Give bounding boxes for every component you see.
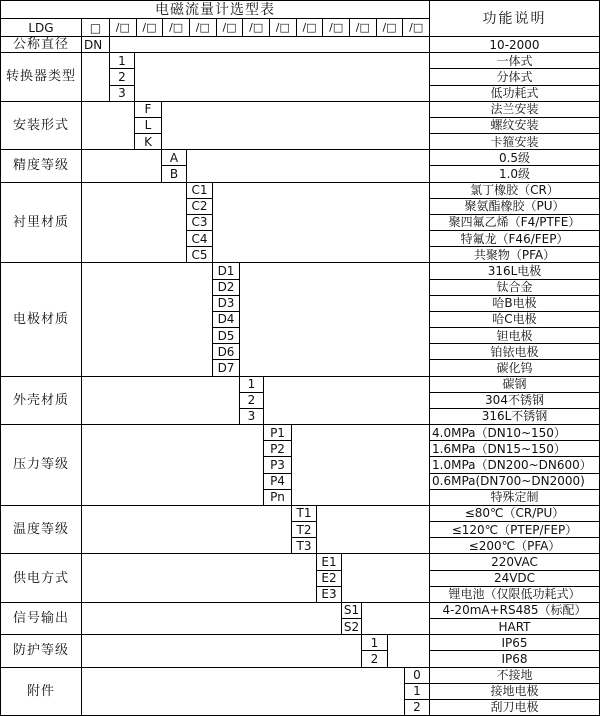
code-cell: P2: [264, 441, 291, 456]
spacer-cell: [82, 635, 361, 666]
code-cell: 3: [240, 409, 263, 424]
code-cell: T2: [292, 522, 316, 537]
model-slot: /□: [243, 19, 270, 36]
function-cell: 哈C电极: [430, 312, 599, 327]
function-cell: 0.5级: [430, 150, 599, 165]
section-label-pressure-rating: 压力等级: [1, 425, 81, 505]
model-slot: /□: [190, 19, 217, 36]
spacer-cell: [213, 183, 429, 263]
spacer-cell: [82, 102, 134, 150]
function-cell: 共聚物（PFA）: [430, 247, 599, 262]
function-cell: 低功耗式: [430, 86, 599, 101]
function-cell: 1.0级: [430, 166, 599, 181]
code-cell: B: [162, 166, 186, 181]
spacer-cell: [82, 150, 161, 181]
code-cell: 0: [405, 668, 429, 683]
model-slot: /□: [163, 19, 190, 36]
code-cell: E3: [317, 587, 341, 602]
function-cell: 4.0MPa（DN10~150）: [430, 425, 599, 440]
section-label-electrode-material: 电极材质: [1, 263, 81, 375]
code-cell: A: [162, 150, 186, 165]
spacer-cell: [82, 425, 263, 505]
function-cell: 316L不锈钢: [430, 409, 599, 424]
spacer-cell: [362, 603, 429, 634]
code-cell: 2: [110, 69, 134, 84]
code-cell: D6: [213, 344, 239, 359]
code-cell: P3: [264, 457, 291, 472]
function-cell: 不接地: [430, 668, 599, 683]
function-cell: 卡箍安装: [430, 134, 599, 149]
code-cell: P1: [264, 425, 291, 440]
function-cell: 钛合金: [430, 280, 599, 295]
section-label-converter-type: 转换器类型: [1, 53, 81, 101]
function-cell: 10-2000: [430, 37, 599, 52]
section-label-power-supply: 供电方式: [1, 554, 81, 602]
function-cell: 螺纹安装: [430, 118, 599, 133]
spacer-cell: [135, 53, 429, 101]
function-cell: 316L电极: [430, 263, 599, 278]
spacer-cell: [342, 554, 429, 602]
model-slot: /□: [409, 21, 424, 34]
code-cell: 1: [405, 684, 429, 699]
function-cell: 一体式: [430, 53, 599, 68]
code-cell: L: [135, 118, 161, 133]
function-cell: 1.6MPa（DN15~150）: [430, 441, 599, 456]
function-cell: 钽电极: [430, 328, 599, 343]
spacer-cell: [82, 183, 186, 263]
code-cell: 1: [362, 635, 387, 650]
spacer-cell: [292, 425, 429, 505]
model-prefix: LDG: [1, 19, 81, 36]
spacer-cell: [82, 603, 341, 634]
code-cell: D3: [213, 296, 239, 311]
function-cell: 氯丁橡胶（CR）: [430, 183, 599, 198]
code-cell: K: [135, 134, 161, 149]
spacer-cell: [264, 377, 429, 425]
section-label-accuracy: 精度等级: [1, 150, 81, 181]
code-cell: 3: [110, 86, 134, 101]
spacer-cell: [187, 150, 429, 181]
code-cell: 1: [240, 377, 263, 392]
code-cell: C4: [187, 231, 212, 246]
function-cell: 哈B电极: [430, 296, 599, 311]
code-cell: 1: [110, 53, 134, 68]
model-slot: /□: [217, 19, 244, 36]
function-cell: 锂电池（仅限低功耗式）: [430, 587, 599, 602]
table-title: 电磁流量计选型表: [1, 1, 429, 18]
section-label-signal-output: 信号输出: [1, 603, 81, 634]
model-slot: /□: [297, 19, 324, 36]
code-cell: 2: [362, 651, 387, 666]
code-cell: D7: [213, 360, 239, 375]
code-cell: S1: [343, 603, 360, 618]
model-slot: /□: [270, 19, 297, 36]
function-cell: 铂铱电极: [430, 344, 599, 359]
function-cell: 0.6MPa(DN700~DN2000): [430, 474, 599, 489]
spacer-cell: [388, 635, 429, 666]
spacer-cell: [240, 263, 429, 375]
code-cell: T3: [292, 538, 316, 553]
code-cell: 2: [405, 700, 429, 715]
code-cell: C1: [187, 183, 212, 198]
section-label-accessories: 附件: [1, 668, 81, 716]
spacer-cell: [110, 37, 429, 52]
code-cell: D1: [213, 263, 239, 278]
function-cell: 碳化钨: [430, 360, 599, 375]
spacer-cell: [82, 377, 239, 425]
code-cell: 2: [240, 393, 263, 408]
spacer-cell: [162, 102, 429, 150]
spacer-cell: [82, 263, 212, 375]
model-slot: /□: [137, 19, 164, 36]
function-cell: 24VDC: [430, 571, 599, 586]
code-cell: D4: [213, 312, 239, 327]
section-label-nominal-diameter: 公称直径: [1, 37, 81, 52]
code-cell: E1: [317, 554, 341, 569]
function-cell: HART: [430, 619, 599, 634]
spacer-cell: [82, 668, 404, 716]
function-cell: 特氟龙（F46/FEP）: [430, 231, 599, 246]
model-slot: /□: [350, 19, 377, 36]
model-slot: /□: [323, 19, 350, 36]
model-first-box: □: [82, 19, 109, 36]
code-cell: DN: [82, 37, 109, 52]
spacer-cell: [82, 53, 109, 101]
code-cell: T1: [292, 506, 316, 521]
spacer-cell: [82, 554, 316, 602]
model-slot: /□: [110, 19, 137, 36]
function-cell: ≤120℃（PTEP/FEP）: [430, 522, 599, 537]
function-cell: 特殊定制: [430, 490, 599, 505]
function-cell: 接地电极: [430, 684, 599, 699]
model-slot-row: [110, 19, 429, 36]
section-label-protection-rating: 防护等级: [1, 635, 81, 666]
code-cell: E2: [317, 571, 341, 586]
function-cell: ≤200℃（PFA）: [430, 538, 599, 553]
function-cell: 1.0MPa（DN200~DN600）: [430, 457, 599, 472]
function-cell: 220VAC: [430, 554, 599, 569]
code-cell: F: [135, 102, 161, 117]
spacer-cell: [317, 506, 429, 554]
section-label-temperature-rating: 温度等级: [1, 506, 81, 554]
function-cell: 4-20mA+RS485（标配）: [430, 603, 599, 618]
code-cell: C3: [187, 215, 212, 230]
code-cell: P4: [264, 474, 291, 489]
section-label-installation: 安装形式: [1, 102, 81, 150]
function-column-header: 功能说明: [430, 1, 599, 36]
function-cell: IP65: [430, 635, 599, 650]
code-cell: Pn: [264, 490, 291, 505]
code-cell: C5: [187, 247, 212, 262]
function-cell: 刮刀电极: [430, 700, 599, 715]
code-cell: D2: [213, 280, 239, 295]
section-label-housing-material: 外壳材质: [1, 377, 81, 425]
function-cell: 聚氨酯橡胶（PU）: [430, 199, 599, 214]
function-cell: 聚四氟乙烯（F4/PTFE）: [430, 215, 599, 230]
function-cell: IP68: [430, 651, 599, 666]
spacer-cell: [82, 506, 291, 554]
code-cell: C2: [187, 199, 212, 214]
model-slot: /□: [377, 19, 404, 36]
code-cell: D5: [213, 328, 239, 343]
code-cell: S2: [343, 619, 360, 634]
function-cell: ≤80℃（CR/PU）: [430, 506, 599, 521]
function-cell: 碳钢: [430, 377, 599, 392]
function-cell: 法兰安装: [430, 102, 599, 117]
function-cell: 分体式: [430, 69, 599, 84]
function-cell: 304不锈钢: [430, 393, 599, 408]
section-label-lining-material: 衬里材质: [1, 183, 81, 263]
